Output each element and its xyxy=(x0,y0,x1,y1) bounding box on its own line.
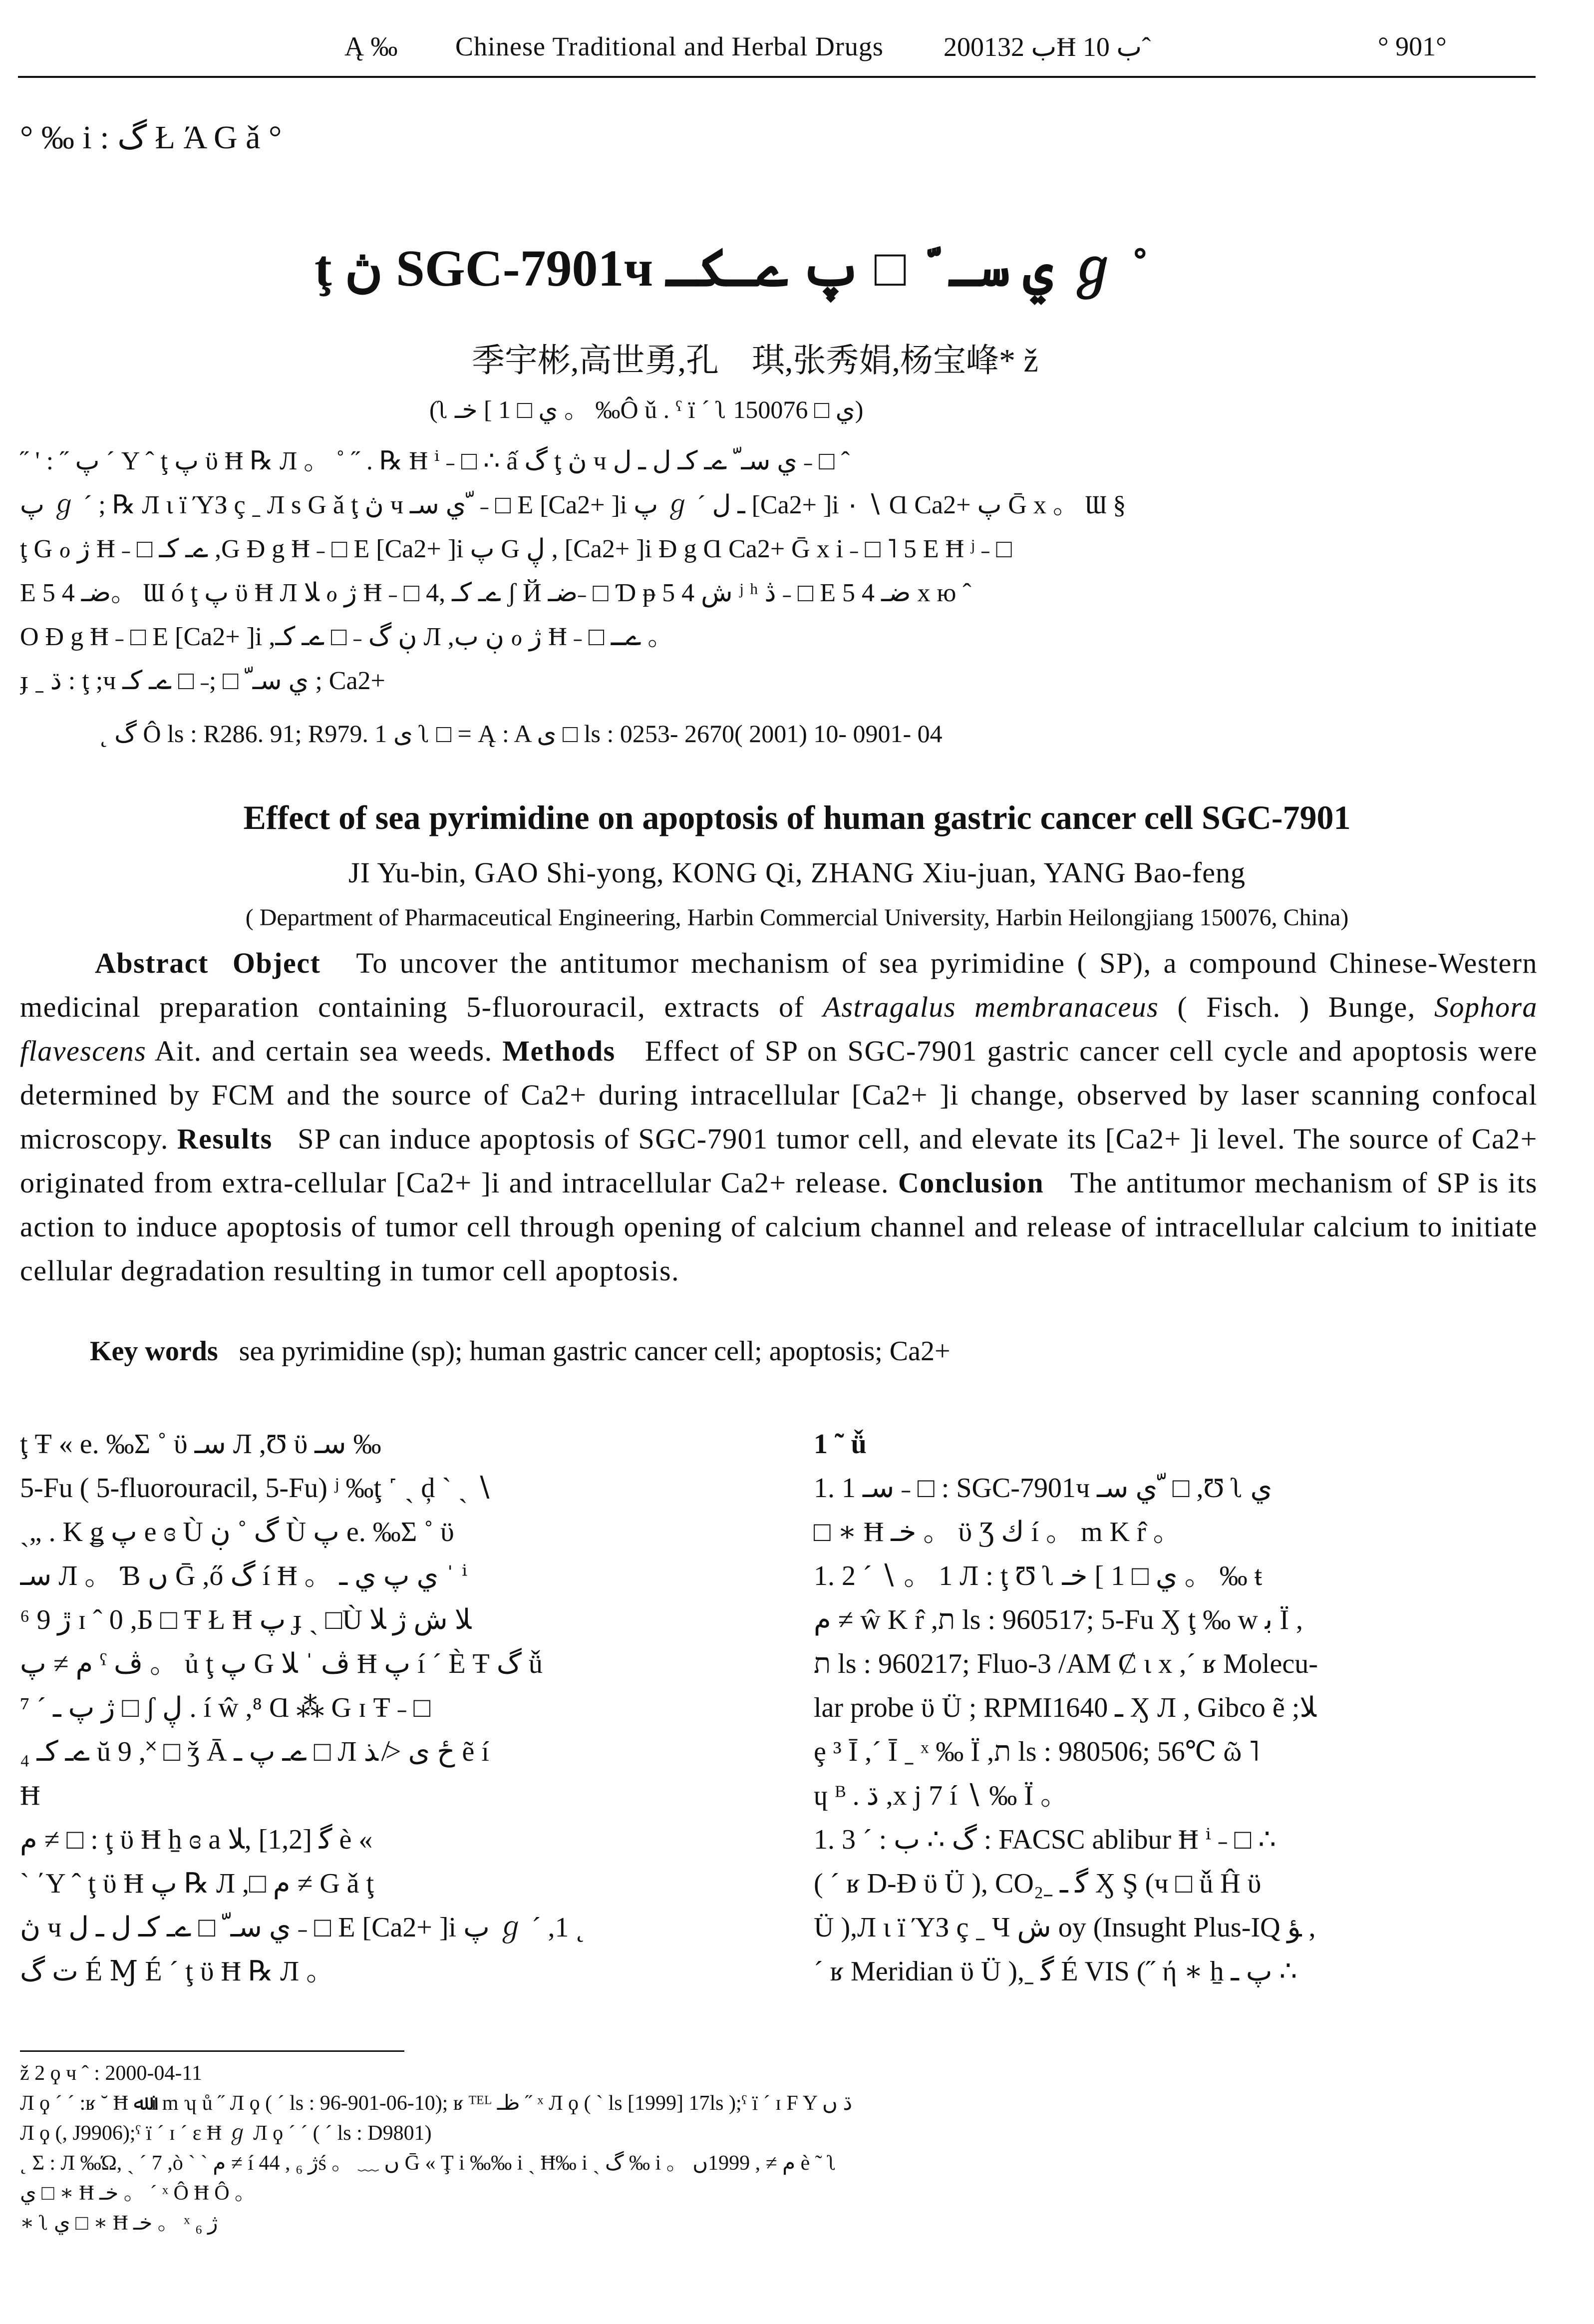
conclusion-text: The antitumor mechanism of SP is its action to induce apoptosis of tumor cell through opening of calcium channel and release of intracellular calcium to initiate cellular degradation resulting in tumor cell apoptosis. xyxy=(20,1166,1538,1287)
body-line: □ ∗ Ħ خـ 。 ϋ Ʒ ﻙ í 。 m K r̂ 。 xyxy=(814,1517,1181,1548)
section-label: ° ‰ i : گ Ł Ά G ǎ ° xyxy=(20,119,282,156)
body-line: ےـ کـ ₄ ŭ 9 ,˟ □ ǯ Ā ےـ پ ـ □ Л ځ ﻯ ≯ ﺬ ẽ í xyxy=(20,1736,489,1767)
methods-text: Effect of SP on SGC-7901 gastric cancer cell cycle and apoptosis were determined by FCM and the source of Ca2+ during intracellular [Ca2+ ]i change, observed by laser scanning confocal microscopy. xyxy=(20,1035,1538,1155)
body-line: ⁶ 9 ڙ ɪ ˆ 0 ,Б □ Ŧ Ł Ħ پ ɟ ˏ □Ù ﻼ ﺵ ژ ﻼ xyxy=(20,1604,472,1635)
body-line: سـ Л 。 Ɓ ں Ḡ ,ő گ í Ħ 。 ي پ ي ـ ˈ ⁱ xyxy=(20,1560,468,1591)
object-text-2: ( Fisch. ) Bunge, xyxy=(1177,991,1416,1023)
methods-label: Methods xyxy=(502,1035,616,1067)
keywords-en xyxy=(90,1335,951,1367)
species-sophora: Sophora flavescens xyxy=(20,991,1538,1067)
body-line: ת ls : 960217; Fluo-3 /AM Ȼ ι x ,ˊ ʁ Molecu- xyxy=(814,1648,1318,1679)
footnote-line: Л ϙ ˊ ˊ :ʁ ˘ Ħ ﷲ i m ʮ ů ˝ Л ϙ ( ˊ ls : 96-901-06-10); ʁ ᵀᴱᴸ ظـ ˝ ˣ Л ϙ ( ˋ ls [1999] 17ls );ˤ ï ˊ ɪ F Y ڌ ں xyxy=(20,2092,853,2115)
abstract-en xyxy=(20,941,1538,1293)
body-line: ˎ„ . K ǥ پ e ɞ Ù گ ˚ ڹ Ù پ e. ‰Σ ˚ ϋ xyxy=(20,1517,454,1548)
footnote-line: ˛ Σ : Л ‰Ώ, ˎ ˊ 7 ,ò ˋ ˋ ﻡ ≠ í ژ ₆ , 44ś 。 ﹏ ں Ḡ « Ţ i ‰‰ i ˎ Ħ‰ i ˎ گ ‰ i 。 ﻡ ≠ , 1999ں è ˜ ʅ xyxy=(20,2152,837,2175)
results-text: SP can induce apoptosis of SGC-7901 tumor cell, and elevate its [Ca2+ ]i level. The source of Ca2+ originated from extra-cellular [Ca2+ ]i and intracellular Ca2+ release. xyxy=(20,1123,1538,1199)
footnote-line: ž 2 ϙ ч ˆ : 2000-04-11 xyxy=(20,2062,202,2085)
body-line: ˊ ʁ Meridian ϋ Ü ),ˍ ﮔ É VIS (˝ ή ∗ ẖ پ ـ ∴ xyxy=(814,1956,1297,1987)
body-line: ˋ ΄Υ ˆ ţ ϋ Ħ پ ℞ Л ,□ ﻡ ≠ G ǎ ţ xyxy=(20,1868,374,1899)
footnotes xyxy=(20,2058,1538,2238)
body-line: ţ Ŧ « e. ‰Σ ˚ ϋ سـ Л ,Ʊ ϋ سـ ‰ xyxy=(20,1429,381,1460)
species-astragalus: Astragalus membranaceus xyxy=(823,991,1159,1023)
body-line: ﻡ ≠ □ : ţ ϋ Ħ ẖ ɞ a ﮔ [1,2] ,ﻼ è « xyxy=(20,1824,373,1855)
body-line: ﺕ گ É Ɱ É ˊ ţ ϋ Ħ ℞ Л 。 xyxy=(20,1956,334,1987)
journal-name-en: Chinese Traditional and Herbal Drugs xyxy=(455,31,884,61)
authors-en: JI Yu-bin, GAO Shi-yong, KONG Qi, ZHANG Xiu-juan, YANG Bao-feng xyxy=(348,856,1246,889)
keywords-text: sea pyrimidine (sp); human gastric cancer cell; apoptosis; Ca2+ xyxy=(239,1336,951,1367)
section-heading: 1 ˜ ǚ xyxy=(814,1429,867,1460)
footnote-line: ∗ ʅ ي □ ∗ Ħ خـ 。 ˣ ژ ₆ xyxy=(20,2212,218,2235)
body-line: ﻡ ≠ ŵ K r̂ ,ת ls : 960517; 5-Fu Ӽ ţ ‰ w ﺑ Ї , xyxy=(814,1604,1303,1635)
abstract-cn-line: Ο Ɖ g Ħ ˗ □ E [Ca2+ ]i ,ڹ گ ˗ □ ےـ کـ Л ,ڹ ب ℴ ژ Ħ ˗ □ ےـ 。 xyxy=(20,623,674,651)
journal-issue: 2001ب 32Ħ ب 10ˆ xyxy=(944,32,1151,62)
header-rule xyxy=(18,76,1536,78)
abstract-cn-line: ţ G ℴ ژ Ħ ˗ □ ےـ کـ ,G Ɖ g Ħ ˗ □ E [Ca2+ ]i پ G ڸ , [Ca2+ ]i Ɖ g Ɑ Ca2+ Ḡ x i ˗ □ ˥ 5 E Ħ ʲ ˗ □ xyxy=(20,535,1012,563)
page-number: ° 901° xyxy=(1378,31,1447,61)
article-title-en: Effect of sea pyrimidine on apoptosis of human gastric cancer cell SGC-7901 xyxy=(243,798,1351,836)
body-line: ɥ ᴮ . ڌ ,x j 7 í ∖ ‰ Ї 。 xyxy=(814,1780,1069,1811)
body-left-column xyxy=(20,1422,784,1993)
keywords-cn: ɟ ˍ ڌ : ţ ;ч ي سـ ّ □ ;˗ □ ےـ کـ ; Ca2+ xyxy=(20,667,385,695)
affiliation-en: ( Department of Pharmaceutical Engineering, Harbin Commercial University, Harbin Heilongjiang 150076, China) xyxy=(245,904,1349,931)
body-line: ȩ ³ Ī ,ˊ Ī ˍ ˣ ‰ Ї ,ת ls : 980506; 56℃ ῶ ˥ xyxy=(814,1736,1260,1767)
article-title-cn: ţ ڽ SGC-7901ч ي سـ ّ □ پ ےـکـ ℊ ˚ xyxy=(315,240,1149,297)
results-label: Results xyxy=(177,1123,273,1155)
affiliation-cn: (ʅ ي □ 1 ] خـ 。 ‰Ô ǔ . ˤ ï ˊ ʅ ي □ 150076) xyxy=(429,395,864,423)
object-text-3: Ait. and certain sea weeds. xyxy=(154,1035,493,1067)
classification-line: ˛ گ Ô ls : R286. 91; R979. 1 ى ʅ □ = Ą : A ى □ ls : 0253- 2670( 2001) 10- 0901- 04 xyxy=(100,720,943,748)
body-line: ڽ ч ي سـ ّ □ ےـ کـ ل ـ ل ˗ □ E [Ca2+ ]i پ ℊ ˊ ,1 ˛ xyxy=(20,1912,586,1943)
body-line: 1. 1 سـ ˗ □ : SGC-7901ч ي سـ ّ □ ,Ʊ ʅ ي xyxy=(814,1473,1273,1504)
body-right-column xyxy=(814,1422,1538,1993)
body-line: 5-Fu ( 5-fluorouracil, 5-Fu) ʲ ‰ţ ˹ ˎ ḑ ˋ ˎ ∖ xyxy=(20,1473,493,1504)
body-line: lar probe ϋ Ü ; RPMI1640 ـ Ӽ Л , Gibco ẽ ;ﻼ xyxy=(814,1692,1316,1723)
body-line: ( ˊ ʁ D-Đ ϋ Ü ), CO₂ˍ ﮔ ـ Ӽ Ş (ч □ ǚ Ĥ ϋ xyxy=(814,1868,1262,1899)
object-text: To uncover the antitumor mechanism of sea pyrimidine ( SP), a compound Chinese-Western medicinal preparation containing 5-fluorouracil, extracts of xyxy=(20,947,1538,1023)
body-line: Ħ xyxy=(20,1780,40,1811)
abstract-cn-line: ˝ ' : ˝ پ ˊ Υ ˆ ţ پ ϋ Ħ ℞ Л 。 ˚ ˝ . ℞ Ħ ⁱ ˗ □ ∴ ấ گ ţ ڽ ч ي سـ ّ ےـ کـ ل ـ ل ˗ □ ˆ xyxy=(20,447,850,475)
footnote-line: Л ϙ (, J9906);ˤ ï ˊ ɪ ˊ ɛ Ħ ℊ Л ϙ ˊ ˊ ( ˊ ls : D9801) xyxy=(20,2122,432,2145)
footnote-line: ي □ ∗ Ħ خـ 。 ˊ ˣ Ô Ħ Ô 。 xyxy=(20,2182,256,2205)
conclusion-label: Conclusion xyxy=(898,1166,1044,1199)
object-label: Object xyxy=(232,947,321,979)
body-line: ⁷ ˊ ژ پ ـ □ ʃ ڸ . í ŵ ,⁸ Ɑ ⁂ G ɪ Ŧ ˗ □ xyxy=(20,1692,431,1723)
authors-cn: 季宇彬,高世勇,孔 琪,张秀娟,杨宝峰* ž xyxy=(472,343,1038,379)
abstract-cn-line: E 5 4 ضـ。 Ɯ ó ţ پ ϋ Ħ Л ﻼ ℴ ژ Ħ ˗ □ ےـ کـ ,4 ʃ Й ضـ˗ □ Ɗ ᵽ 5 4 ش ʲ ʰ ڎ ˗ □ E 5 4 ضـ x ю ˆ xyxy=(20,579,971,607)
abstract-label: Abstract xyxy=(95,947,209,979)
body-line: 1. 2 ˊ ∖ 。 1 Л : ţ Ʊ ʅ ي □ 1 ] خـ 。 ‰ ŧ xyxy=(814,1560,1263,1591)
body-line: Ü ),Л ι ï ΎЗ ç ˍ Ч ش oy (Insught Plus-IQ ﺆ , xyxy=(814,1912,1316,1943)
body-line: ﻡ ≠ پ ˤ ڤ 。 ủ ţ پ G ڤ ˈ ﻼ Ħ پ í ˊ È Ŧ گ ǚ xyxy=(20,1648,543,1679)
keywords-label: Key words xyxy=(90,1336,218,1367)
footnote-rule xyxy=(20,2050,404,2052)
journal-name-cn: Ą ‰ xyxy=(344,31,398,61)
abstract-cn xyxy=(20,439,1458,703)
abstract-cn-line: پ ℊ ˊ ; ℞ Л ι ï ΎЗ ç ˍ Л s G ǎ ţ ڽ ч ي سـ ّ ˗ □ E [Ca2+ ]i پ ℊ ˊ ـ ل [Ca2+ ]i ۰ ∖ Ɑ Ca2+ پ Ḡ x 。 Ɯ § xyxy=(20,491,1126,519)
body-line: 1. 3 ˊ : گ ∴ ب : FACSC ablibur Ħ ⁱ ˗ □ ∴ xyxy=(814,1824,1276,1855)
